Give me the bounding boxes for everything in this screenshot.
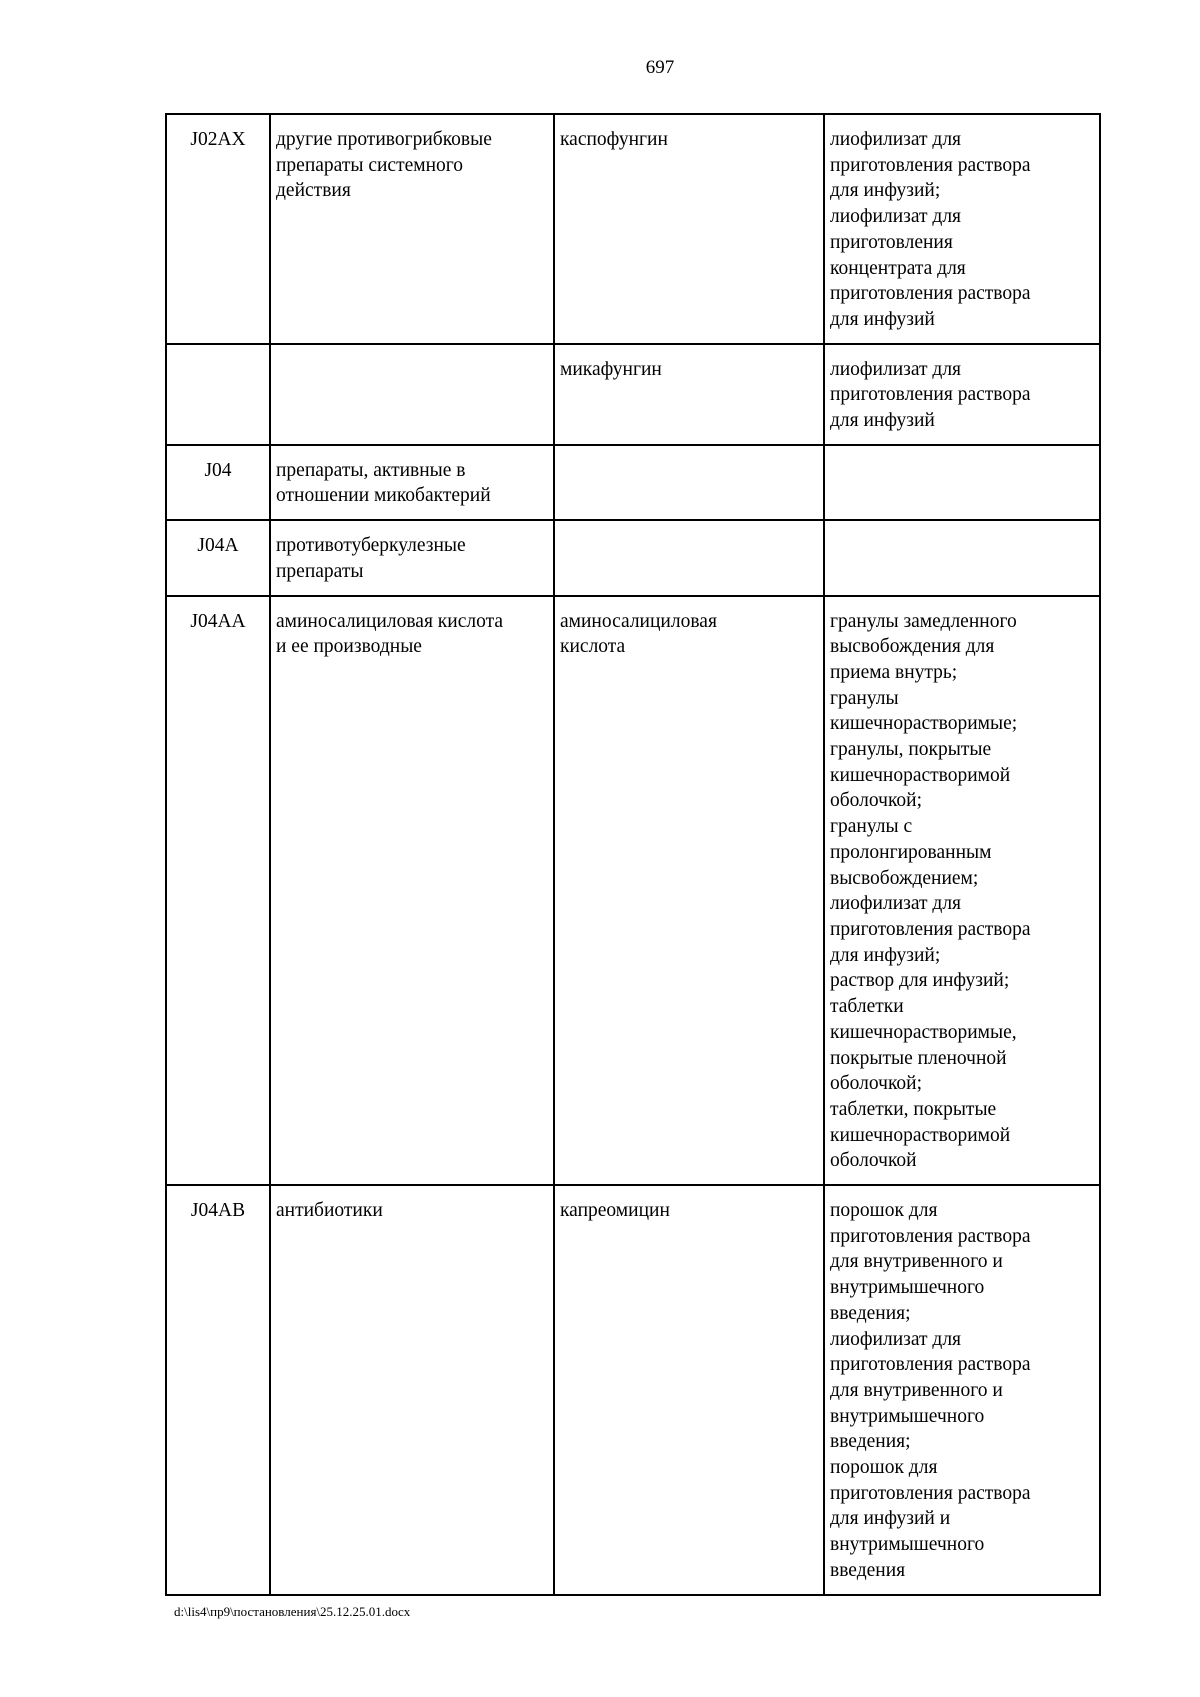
cell-text-line: для инфузий;: [830, 180, 941, 202]
cell-text-line: таблетки: [830, 996, 904, 1018]
cell-text-line: оболочкой;: [830, 790, 923, 812]
atc-code-cell: [166, 344, 270, 445]
page-number: 697: [645, 57, 675, 78]
drug-name-cell: [554, 114, 824, 344]
drug-group-cell: [270, 445, 554, 520]
cell-text-line: внутримышечного: [830, 1405, 985, 1427]
cell-text-line: кишечнорастворимые,: [830, 1021, 1017, 1043]
cell-text-line: порошок для: [830, 1457, 938, 1479]
cell-text-line: кишечнорастворимой: [830, 1124, 1011, 1146]
cell-text-line: оболочкой;: [830, 1073, 923, 1095]
drug-group-cell: [270, 114, 554, 344]
dosage-form-cell: [824, 344, 1100, 445]
cell-text-line: концентрата для: [830, 257, 966, 279]
cell-text-line: лиофилизат для: [830, 893, 962, 915]
cell-text-line: для внутривенного и: [830, 1379, 1003, 1401]
drug-name-cell: [554, 445, 824, 520]
cell-text-line: препараты, активные в: [276, 459, 466, 481]
cell-text-line: введения;: [830, 1431, 911, 1453]
cell-text-line: приготовления раствора: [830, 154, 1031, 176]
cell-text-line: гранулы: [830, 687, 899, 709]
drug-name-cell: [554, 1185, 824, 1595]
cell-text-line: введения: [830, 1559, 906, 1581]
atc-code-cell: J04AA: [166, 596, 270, 1185]
drug-group-cell: [270, 344, 554, 445]
cell-text-line: кишечнорастворимой: [830, 764, 1011, 786]
cell-text-line: введения;: [830, 1302, 911, 1324]
cell-text-line: и ее производные: [276, 636, 422, 658]
cell-text-line: для инфузий и: [830, 1508, 951, 1530]
cell-text-line: препараты: [276, 560, 364, 582]
cell-text-line: для внутривенного и: [830, 1251, 1003, 1273]
dosage-form-cell: [824, 596, 1100, 1185]
dosage-form-cell: [824, 520, 1100, 595]
drug-table: [165, 113, 1101, 1596]
cell-text-line: отношении микобактерий: [276, 485, 491, 507]
table-row: [166, 445, 1100, 520]
drug-group-cell: [270, 1185, 554, 1595]
table-row: [166, 114, 1100, 344]
cell-text-line: приготовления: [830, 231, 953, 253]
table-row: [166, 344, 1100, 445]
cell-text-line: микафунгин: [560, 358, 662, 380]
cell-text-line: действия: [276, 180, 351, 202]
drug-group-cell: [270, 520, 554, 595]
cell-text-line: высвобождением;: [830, 867, 979, 889]
cell-text-line: каспофунгин: [560, 129, 668, 150]
table-row: [166, 1185, 1100, 1595]
cell-text-line: внутримышечного: [830, 1277, 985, 1299]
cell-text-line: лиофилизат для: [830, 358, 962, 380]
cell-text-line: гранулы с: [830, 816, 913, 838]
cell-text-line: лиофилизат для: [830, 206, 962, 228]
table-row: [166, 596, 1100, 1185]
cell-text-line: кислота: [560, 636, 626, 658]
table-body: [166, 114, 1100, 1595]
cell-text-line: аминосалициловая: [560, 610, 717, 632]
cell-text-line: приготовления раствора: [830, 384, 1031, 406]
cell-text-line: для инфузий;: [830, 944, 941, 966]
dosage-form-cell: [824, 114, 1100, 344]
cell-text-line: антибиотики: [276, 1200, 383, 1222]
cell-text-line: капреомицин: [560, 1200, 670, 1222]
cell-text-line: оболочкой: [830, 1150, 917, 1172]
cell-text-line: раствор для инфузий;: [830, 970, 1010, 992]
cell-text-line: противотуберкулезные: [276, 535, 466, 557]
dosage-form-cell: [824, 445, 1100, 520]
cell-text-line: аминосалициловая кислота: [276, 610, 503, 632]
cell-text-line: приготовления раствора: [830, 918, 1031, 940]
atc-code-cell: J04: [166, 445, 270, 520]
cell-text-line: лиофилизат для: [830, 129, 962, 150]
cell-text-line: гранулы замедленного: [830, 610, 1017, 632]
cell-text-line: приготовления раствора: [830, 1482, 1031, 1504]
atc-code-cell: J04AB: [166, 1185, 270, 1595]
drug-group-cell: [270, 596, 554, 1185]
cell-text-line: приема внутрь;: [830, 661, 958, 683]
cell-text-line: приготовления раствора: [830, 1225, 1031, 1247]
cell-text-line: гранулы, покрытые: [830, 739, 992, 761]
cell-text-line: порошок для: [830, 1200, 938, 1222]
cell-text-line: покрытые пленочной: [830, 1047, 1007, 1069]
cell-text-line: внутримышечного: [830, 1534, 985, 1556]
cell-text-line: для инфузий: [830, 308, 935, 330]
table-row: [166, 520, 1100, 595]
cell-text-line: пролонгированным: [830, 841, 992, 863]
dosage-form-cell: [824, 1185, 1100, 1595]
cell-text-line: препараты системного: [276, 154, 464, 176]
drug-name-cell: [554, 596, 824, 1185]
cell-text-line: высвобождения для: [830, 636, 995, 658]
drug-name-cell: [554, 520, 824, 595]
cell-text-line: таблетки, покрытые: [830, 1098, 997, 1120]
atc-code-cell: J02AX: [166, 114, 270, 344]
atc-code-cell: J04A: [166, 520, 270, 595]
footer-file-path: d:\lis4\пр9\постановления\25.12.25.01.docx: [174, 1604, 411, 1619]
cell-text-line: приготовления раствора: [830, 1354, 1031, 1376]
cell-text-line: другие противогрибковые: [276, 129, 492, 150]
cell-text-line: для инфузий: [830, 410, 935, 432]
drug-name-cell: [554, 344, 824, 445]
cell-text-line: приготовления раствора: [830, 283, 1031, 305]
cell-text-line: кишечнорастворимые;: [830, 713, 1018, 735]
cell-text-line: лиофилизат для: [830, 1328, 962, 1350]
